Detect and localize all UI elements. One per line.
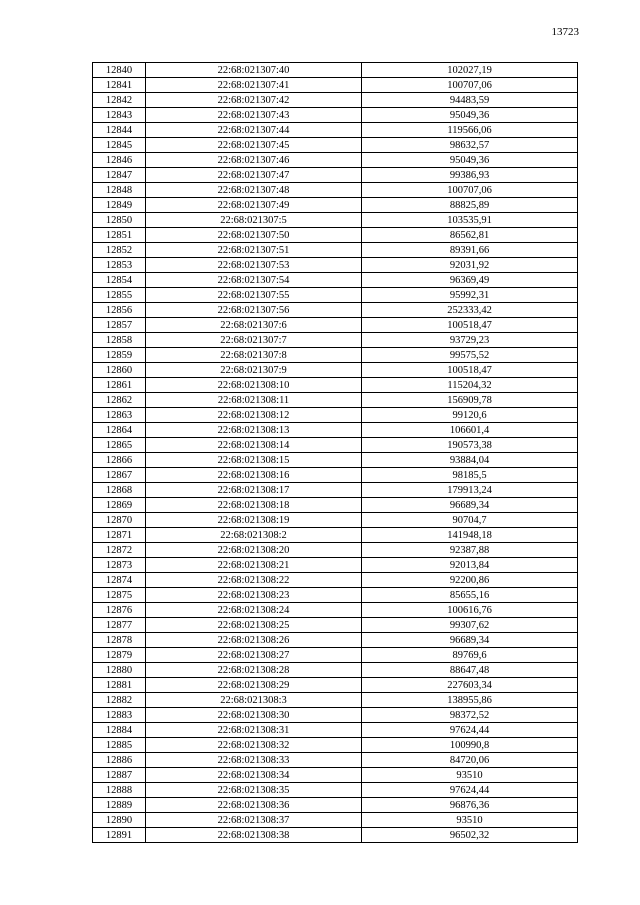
cadastral-number-cell: 22:68:021307:55 [146, 288, 362, 303]
table-row [93, 588, 578, 603]
row-number-cell: 12846 [93, 153, 146, 168]
value-cell: 95049,36 [362, 108, 578, 123]
value-cell: 93729,23 [362, 333, 578, 348]
table-row [93, 678, 578, 693]
table-row [93, 153, 578, 168]
cadastral-number-cell: 22:68:021307:8 [146, 348, 362, 363]
row-number-cell: 12850 [93, 213, 146, 228]
row-number-cell: 12870 [93, 513, 146, 528]
value-cell: 98372,52 [362, 708, 578, 723]
value-cell: 89769,6 [362, 648, 578, 663]
row-number-cell: 12891 [93, 828, 146, 843]
table-row [93, 213, 578, 228]
cadastral-number-cell: 22:68:021308:29 [146, 678, 362, 693]
data-table [92, 62, 578, 843]
row-number-cell: 12868 [93, 483, 146, 498]
value-cell: 138955,86 [362, 693, 578, 708]
cadastral-number-cell: 22:68:021307:41 [146, 78, 362, 93]
table-row [93, 303, 578, 318]
table-row [93, 348, 578, 363]
cadastral-number-cell: 22:68:021308:30 [146, 708, 362, 723]
value-cell: 88647,48 [362, 663, 578, 678]
row-number-cell: 12874 [93, 573, 146, 588]
cadastral-number-cell: 22:68:021308:11 [146, 393, 362, 408]
cadastral-number-cell: 22:68:021308:36 [146, 798, 362, 813]
cadastral-number-cell: 22:68:021308:24 [146, 603, 362, 618]
cadastral-number-cell: 22:68:021308:15 [146, 453, 362, 468]
value-cell: 96689,34 [362, 498, 578, 513]
row-number-cell: 12885 [93, 738, 146, 753]
value-cell: 96369,49 [362, 273, 578, 288]
row-number-cell: 12861 [93, 378, 146, 393]
value-cell: 179913,24 [362, 483, 578, 498]
table-row [93, 318, 578, 333]
value-cell: 227603,34 [362, 678, 578, 693]
row-number-cell: 12890 [93, 813, 146, 828]
cadastral-number-cell: 22:68:021308:25 [146, 618, 362, 633]
value-cell: 96502,32 [362, 828, 578, 843]
value-cell: 96876,36 [362, 798, 578, 813]
table-row [93, 618, 578, 633]
row-number-cell: 12851 [93, 228, 146, 243]
cadastral-number-cell: 22:68:021307:6 [146, 318, 362, 333]
value-cell: 96689,34 [362, 633, 578, 648]
row-number-cell: 12883 [93, 708, 146, 723]
value-cell: 89391,66 [362, 243, 578, 258]
cadastral-number-cell: 22:68:021308:27 [146, 648, 362, 663]
cadastral-number-cell: 22:68:021307:50 [146, 228, 362, 243]
value-cell: 98632,57 [362, 138, 578, 153]
table-row [93, 543, 578, 558]
row-number-cell: 12867 [93, 468, 146, 483]
row-number-cell: 12841 [93, 78, 146, 93]
value-cell: 106601,4 [362, 423, 578, 438]
value-cell: 102027,19 [362, 63, 578, 78]
table-row [93, 333, 578, 348]
value-cell: 93510 [362, 768, 578, 783]
value-cell: 100990,8 [362, 738, 578, 753]
value-cell: 99575,52 [362, 348, 578, 363]
value-cell: 119566,06 [362, 123, 578, 138]
cadastral-number-cell: 22:68:021308:31 [146, 723, 362, 738]
row-number-cell: 12844 [93, 123, 146, 138]
table-row [93, 438, 578, 453]
cadastral-number-cell: 22:68:021307:46 [146, 153, 362, 168]
table-row [93, 363, 578, 378]
value-cell: 99386,93 [362, 168, 578, 183]
cadastral-number-cell: 22:68:021307:49 [146, 198, 362, 213]
table-row [93, 168, 578, 183]
table-row [93, 93, 578, 108]
row-number-cell: 12848 [93, 183, 146, 198]
row-number-cell: 12856 [93, 303, 146, 318]
table-row [93, 573, 578, 588]
row-number-cell: 12860 [93, 363, 146, 378]
row-number-cell: 12863 [93, 408, 146, 423]
value-cell: 99307,62 [362, 618, 578, 633]
value-cell: 90704,7 [362, 513, 578, 528]
row-number-cell: 12872 [93, 543, 146, 558]
row-number-cell: 12852 [93, 243, 146, 258]
value-cell: 92031,92 [362, 258, 578, 273]
table-row [93, 513, 578, 528]
cadastral-number-cell: 22:68:021307:40 [146, 63, 362, 78]
row-number-cell: 12853 [93, 258, 146, 273]
table-row [93, 648, 578, 663]
row-number-cell: 12858 [93, 333, 146, 348]
value-cell: 93510 [362, 813, 578, 828]
value-cell: 190573,38 [362, 438, 578, 453]
row-number-cell: 12875 [93, 588, 146, 603]
value-cell: 141948,18 [362, 528, 578, 543]
row-number-cell: 12882 [93, 693, 146, 708]
table-row [93, 753, 578, 768]
row-number-cell: 12857 [93, 318, 146, 333]
value-cell: 115204,32 [362, 378, 578, 393]
value-cell: 99120,6 [362, 408, 578, 423]
row-number-cell: 12847 [93, 168, 146, 183]
table-row [93, 228, 578, 243]
value-cell: 85655,16 [362, 588, 578, 603]
table-row [93, 393, 578, 408]
value-cell: 86562,81 [362, 228, 578, 243]
cadastral-number-cell: 22:68:021308:18 [146, 498, 362, 513]
row-number-cell: 12888 [93, 783, 146, 798]
table-row [93, 498, 578, 513]
cadastral-number-cell: 22:68:021308:14 [146, 438, 362, 453]
table-row [93, 198, 578, 213]
table-row [93, 813, 578, 828]
value-cell: 94483,59 [362, 93, 578, 108]
table-row [93, 528, 578, 543]
row-number-cell: 12884 [93, 723, 146, 738]
table-row [93, 423, 578, 438]
cadastral-number-cell: 22:68:021308:10 [146, 378, 362, 393]
cadastral-number-cell: 22:68:021307:48 [146, 183, 362, 198]
value-cell: 100616,76 [362, 603, 578, 618]
row-number-cell: 12845 [93, 138, 146, 153]
value-cell: 100707,06 [362, 183, 578, 198]
cadastral-number-cell: 22:68:021307:44 [146, 123, 362, 138]
cadastral-number-cell: 22:68:021308:12 [146, 408, 362, 423]
value-cell: 100518,47 [362, 363, 578, 378]
value-cell: 98185,5 [362, 468, 578, 483]
row-number-cell: 12862 [93, 393, 146, 408]
value-cell: 156909,78 [362, 393, 578, 408]
row-number-cell: 12879 [93, 648, 146, 663]
value-cell: 88825,89 [362, 198, 578, 213]
value-cell: 252333,42 [362, 303, 578, 318]
table-row [93, 723, 578, 738]
table-row [93, 828, 578, 843]
table-row [93, 453, 578, 468]
cadastral-number-cell: 22:68:021308:38 [146, 828, 362, 843]
table-row [93, 243, 578, 258]
cadastral-number-cell: 22:68:021308:35 [146, 783, 362, 798]
cadastral-number-cell: 22:68:021307:51 [146, 243, 362, 258]
table-row [93, 63, 578, 78]
cadastral-number-cell: 22:68:021307:45 [146, 138, 362, 153]
row-number-cell: 12865 [93, 438, 146, 453]
cadastral-number-cell: 22:68:021307:54 [146, 273, 362, 288]
cadastral-number-cell: 22:68:021307:53 [146, 258, 362, 273]
cadastral-number-cell: 22:68:021308:21 [146, 558, 362, 573]
row-number-cell: 12866 [93, 453, 146, 468]
table-row [93, 378, 578, 393]
row-number-cell: 12880 [93, 663, 146, 678]
row-number-cell: 12876 [93, 603, 146, 618]
table-row [93, 603, 578, 618]
table-row [93, 768, 578, 783]
row-number-cell: 12871 [93, 528, 146, 543]
row-number-cell: 12889 [93, 798, 146, 813]
cadastral-number-cell: 22:68:021308:19 [146, 513, 362, 528]
table-row [93, 633, 578, 648]
row-number-cell: 12877 [93, 618, 146, 633]
row-number-cell: 12873 [93, 558, 146, 573]
value-cell: 95049,36 [362, 153, 578, 168]
row-number-cell: 12842 [93, 93, 146, 108]
cadastral-number-cell: 22:68:021307:56 [146, 303, 362, 318]
table-row [93, 798, 578, 813]
table-row [93, 288, 578, 303]
row-number-cell: 12864 [93, 423, 146, 438]
cadastral-number-cell: 22:68:021308:13 [146, 423, 362, 438]
table-row [93, 183, 578, 198]
value-cell: 97624,44 [362, 723, 578, 738]
cadastral-number-cell: 22:68:021307:47 [146, 168, 362, 183]
value-cell: 92013,84 [362, 558, 578, 573]
table-row [93, 273, 578, 288]
cadastral-number-cell: 22:68:021308:16 [146, 468, 362, 483]
table-row [93, 468, 578, 483]
row-number-cell: 12878 [93, 633, 146, 648]
table-row [93, 663, 578, 678]
row-number-cell: 12869 [93, 498, 146, 513]
row-number-cell: 12849 [93, 198, 146, 213]
value-cell: 97624,44 [362, 783, 578, 798]
row-number-cell: 12855 [93, 288, 146, 303]
cadastral-number-cell: 22:68:021308:22 [146, 573, 362, 588]
row-number-cell: 12854 [93, 273, 146, 288]
cadastral-number-cell: 22:68:021308:23 [146, 588, 362, 603]
row-number-cell: 12843 [93, 108, 146, 123]
cadastral-number-cell: 22:68:021307:9 [146, 363, 362, 378]
table-row [93, 558, 578, 573]
value-cell: 100518,47 [362, 318, 578, 333]
row-number-cell: 12859 [93, 348, 146, 363]
cadastral-number-cell: 22:68:021307:42 [146, 93, 362, 108]
table-row [93, 258, 578, 273]
cadastral-number-cell: 22:68:021308:20 [146, 543, 362, 558]
table-row [93, 483, 578, 498]
row-number-cell: 12886 [93, 753, 146, 768]
cadastral-number-cell: 22:68:021308:37 [146, 813, 362, 828]
table-row [93, 123, 578, 138]
cadastral-number-cell: 22:68:021307:43 [146, 108, 362, 123]
row-number-cell: 12840 [93, 63, 146, 78]
value-cell: 84720,06 [362, 753, 578, 768]
value-cell: 92387,88 [362, 543, 578, 558]
cadastral-number-cell: 22:68:021307:5 [146, 213, 362, 228]
row-number-cell: 12881 [93, 678, 146, 693]
cadastral-number-cell: 22:68:021308:33 [146, 753, 362, 768]
row-number-cell: 12887 [93, 768, 146, 783]
table-row [93, 693, 578, 708]
table-row [93, 138, 578, 153]
table-row [93, 783, 578, 798]
table-row [93, 738, 578, 753]
value-cell: 93884,04 [362, 453, 578, 468]
cadastral-number-cell: 22:68:021308:28 [146, 663, 362, 678]
table-row [93, 78, 578, 93]
page-number: 13723 [551, 26, 579, 38]
value-cell: 103535,91 [362, 213, 578, 228]
cadastral-number-cell: 22:68:021308:34 [146, 768, 362, 783]
table-row [93, 708, 578, 723]
cadastral-number-cell: 22:68:021308:32 [146, 738, 362, 753]
cadastral-number-cell: 22:68:021308:26 [146, 633, 362, 648]
table-row [93, 408, 578, 423]
value-cell: 95992,31 [362, 288, 578, 303]
table-body [93, 63, 578, 843]
cadastral-number-cell: 22:68:021308:3 [146, 693, 362, 708]
cadastral-number-cell: 22:68:021308:17 [146, 483, 362, 498]
cadastral-number-cell: 22:68:021308:2 [146, 528, 362, 543]
cadastral-number-cell: 22:68:021307:7 [146, 333, 362, 348]
table-row [93, 108, 578, 123]
value-cell: 92200,86 [362, 573, 578, 588]
value-cell: 100707,06 [362, 78, 578, 93]
